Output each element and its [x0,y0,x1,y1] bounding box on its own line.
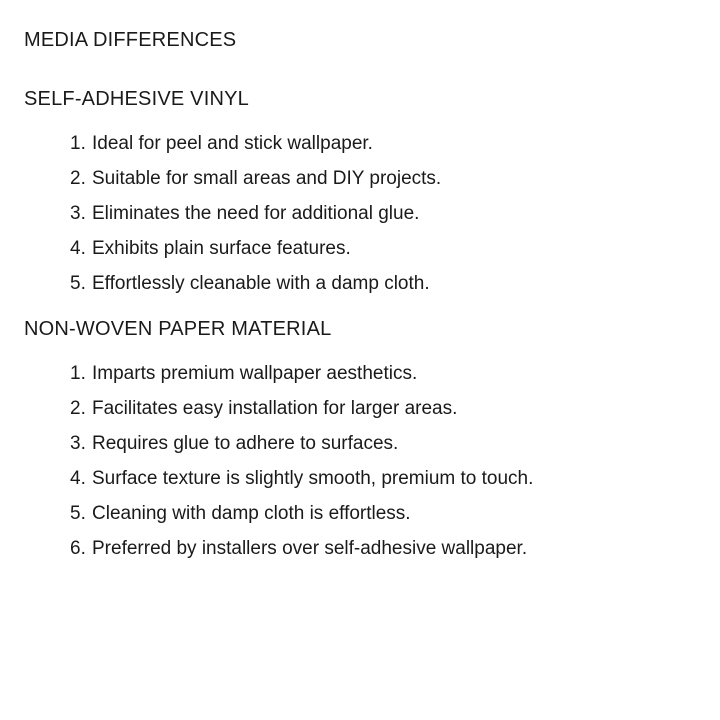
section-spacer [24,307,696,317]
feature-list-self-adhesive-vinyl [24,134,696,293]
list-item: Facilitates easy installation for larger areas. [92,398,458,419]
page-title: MEDIA DIFFERENCES [24,29,237,51]
list-item: Cleaning with damp cloth is effortless. [92,503,411,524]
list-item: Effortlessly cleanable with a damp cloth. [92,273,430,294]
feature-list-non-woven-paper-material [24,364,696,558]
list-item: Surface texture is slightly smooth, premium to touch. [92,468,534,489]
list-item: Eliminates the need for additional glue. [92,203,420,224]
list-item: Preferred by installers over self-adhesive wallpaper. [92,538,528,559]
list-item: Ideal for peel and stick wallpaper. [92,133,373,154]
section-heading: SELF-ADHESIVE VINYL [24,88,249,110]
list-item: Requires glue to adhere to surfaces. [92,433,399,454]
list-item: Imparts premium wallpaper aesthetics. [92,363,418,384]
list-item: Suitable for small areas and DIY projects. [92,168,442,189]
section-self-adhesive-vinyl [24,87,696,293]
section-non-woven-paper-material [24,317,696,558]
section-heading: NON-WOVEN PAPER MATERIAL [24,318,332,340]
list-item: Exhibits plain surface features. [92,238,351,259]
